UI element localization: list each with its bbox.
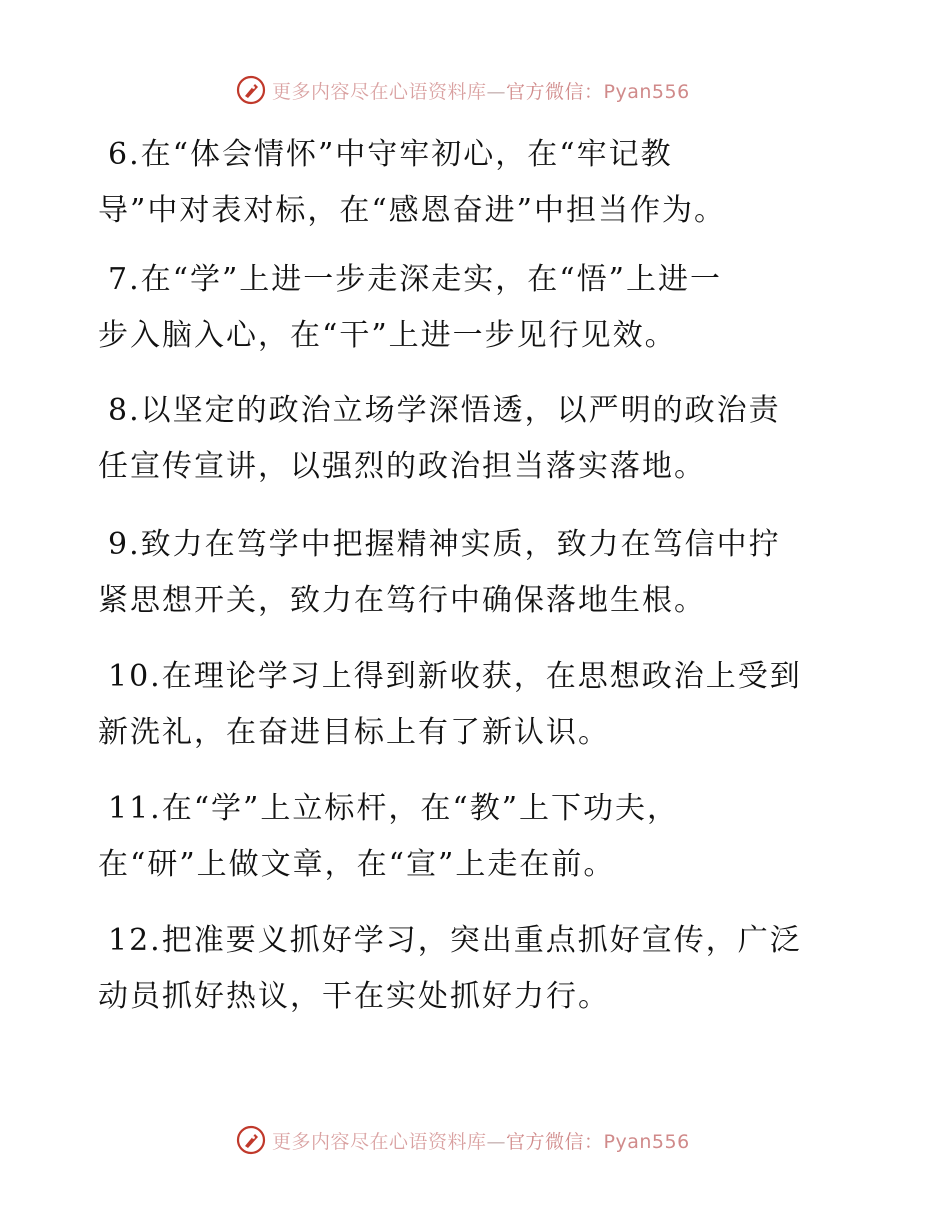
item-line: 新洗礼，在奋进目标上有了新认识。 [98, 715, 610, 750]
item-line: 10.在理论学习上得到新收获，在思想政治上受到 [108, 659, 802, 694]
pen-nib-circle-logo-icon [236, 75, 266, 105]
watermark-text: 更多内容尽在心语资料库—官方微信：Pyan556 [272, 1130, 690, 1153]
list-item [98, 383, 858, 495]
item-line: 紧思想开关，致力在笃行中确保落地生根。 [98, 583, 706, 618]
item-line: 6.在“体会情怀”中守牢初心，在“牢记教 [108, 137, 673, 172]
item-line: 12.把准要义抓好学习，突出重点抓好宣传，广泛 [108, 923, 802, 958]
list-item [98, 781, 858, 893]
pen-nib-circle-logo-icon [236, 1125, 266, 1155]
item-line: 9.致力在笃学中把握精神实质，致力在笃信中拧 [108, 527, 781, 562]
list-item [98, 127, 858, 239]
watermark-text: 更多内容尽在心语资料库—官方微信：Pyan556 [272, 80, 690, 103]
item-line: 11.在“学”上立标杆，在“教”上下功夫， [108, 791, 680, 826]
item-line: 任宣传宣讲，以强烈的政治担当落实落地。 [98, 449, 706, 484]
item-line: 导”中对表对标，在“感恩奋进”中担当作为。 [98, 193, 727, 228]
item-line: 在“研”上做文章，在“宣”上走在前。 [98, 847, 616, 882]
header-watermark [236, 74, 716, 106]
item-line: 8.以坚定的政治立场学深悟透，以严明的政治责 [108, 393, 781, 428]
list-item [98, 252, 858, 364]
list-item [98, 649, 858, 761]
list-item [98, 517, 858, 629]
item-line: 步入脑入心，在“干”上进一步见行见效。 [98, 318, 677, 353]
footer-watermark [236, 1124, 716, 1156]
list-item [98, 913, 858, 1025]
item-line: 动员抓好热议，干在实处抓好力行。 [98, 979, 610, 1014]
item-line: 7.在“学”上进一步走深走实，在“悟”上进一 [108, 262, 722, 297]
